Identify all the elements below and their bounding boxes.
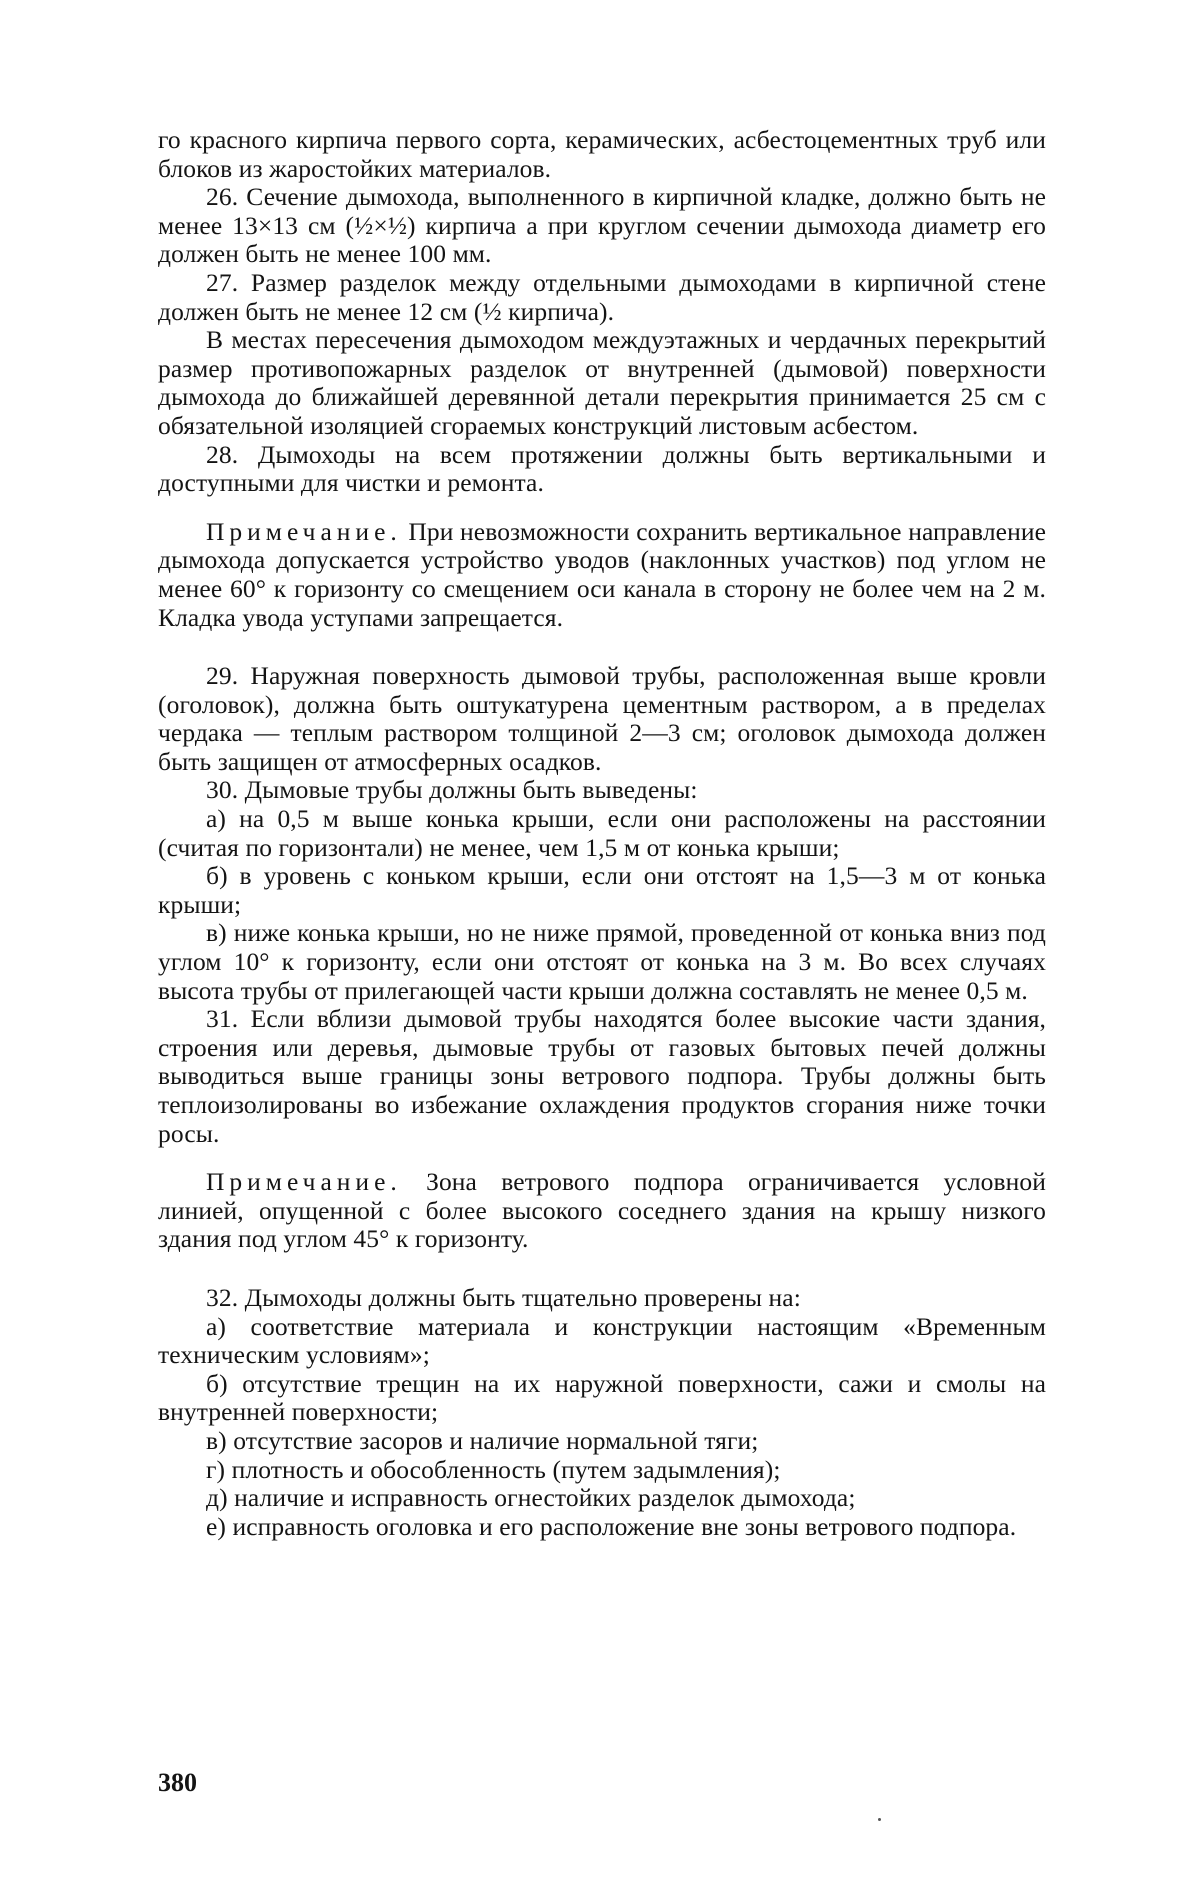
note-label: Примечание.	[206, 1167, 402, 1197]
paragraph-item-32: 32. Дымоходы должны быть тщательно проверены на:	[206, 1282, 801, 1312]
paragraph-item-29: 29. Наружная поверхность дымовой трубы, расположенная выше кровли (оголовок), должна быть оштукатурена цементным раствором, а в пределах чердака — теплым раствором толщиной 2—3 см; оголовок дымохода должен быть защищен от атмосферных осадков.	[158, 661, 1046, 776]
paragraph-item-30b: б) в уровень с коньком крыши, если они отстоят на 1,5—3 м от конька крыши;	[158, 861, 1046, 919]
paragraph-item-32a: а) соответствие материала и конструкции настоящим «Временным техническим условиям»;	[158, 1311, 1046, 1370]
paragraph-item-32g: г) плотность и обособленность (путем задымления);	[206, 1454, 781, 1484]
paragraph-item-32e: е) исправность оголовка и его расположение вне зоны ветрового подпора.	[206, 1511, 1017, 1541]
page-number: 380	[158, 1768, 197, 1797]
page-body	[158, 126, 1046, 1541]
note-vertical-direction	[158, 518, 1046, 632]
note-text: Зона ветрового подпора ограничивается условной линией, опущенной с более высокого соседнего здания на крышу низкого здания под углом 45° к горизонту.	[158, 1167, 1046, 1254]
paragraph-continuation: го красного кирпича первого сорта, керамических, асбестоцементных труб или блоков из жаростойких материалов.	[158, 125, 1046, 183]
paragraph-item-32d: д) наличие и исправность огнестойких разделок дымохода;	[206, 1483, 856, 1513]
note-wind-zone	[158, 1168, 1046, 1254]
paragraph-item-27-fire-breaks: В местах пересечения дымоходом междуэтажных и чердачных перекрытий размер противопожарных разделок от внутренней (дымовой) поверхности дымохода до ближайшей деревянной детали перекрытия принимается 25 см с обязательной изоляцией сгораемых конструкций листовым асбестом.	[158, 325, 1046, 440]
paragraph-item-32v: в) отсутствие засоров и наличие нормальной тяги;	[206, 1425, 759, 1455]
note-text: При невозможности сохранить вертикальное направление дымохода допускается устройство уводов (наклонных участков) под углом не менее 60° к горизонту со смещением оси канала в сторону не более чем на 2 м. Кладка увода уступами запрещается.	[158, 516, 1046, 632]
paragraph-item-28: 28. Дымоходы на всем протяжении должны быть вертикальными и доступными для чистки и ремонта.	[158, 439, 1046, 498]
paragraph-item-26: 26. Сечение дымохода, выполненного в кирпичной кладке, должно быть не менее 13×13 см (½×½) кирпича а при круглом сечении дымохода диаметр его должен быть не менее 100 мм.	[158, 182, 1046, 269]
paragraph-item-30: 30. Дымовые трубы должны быть выведены:	[206, 775, 698, 805]
paragraph-item-30c: в) ниже конька крыши, но не ниже прямой, проведенной от конька вниз под углом 10° к горизонту, если они отстоят от конька на 3 м. Во всех случаях высота трубы от прилегающей части крыши должна составлять не менее 0,5 м.	[158, 918, 1046, 1005]
paragraph-item-32b: б) отсутствие трещин на их наружной поверхности, сажи и смолы на внутренней поверхности;	[158, 1368, 1046, 1427]
note-label: Примечание.	[206, 516, 402, 546]
print-speck	[878, 1818, 881, 1821]
paragraph-item-27: 27. Размер разделок между отдельными дымоходами в кирпичной стене должен быть не менее 12 см (½ кирпича).	[158, 267, 1046, 326]
paragraph-item-31: 31. Если вблизи дымовой трубы находятся более высокие части здания, строения или деревья, дымовые трубы от газовых бытовых печей должны выводиться выше границы зоны ветрового подпора. Трубы должны быть теплоизолированы во избежание охлаждения продуктов сгорания ниже точки росы.	[158, 1004, 1046, 1148]
paragraph-item-30a: а) на 0,5 м выше конька крыши, если они расположены на расстоянии (считая по горизонтали) не менее, чем 1,5 м от конька крыши;	[158, 804, 1046, 862]
